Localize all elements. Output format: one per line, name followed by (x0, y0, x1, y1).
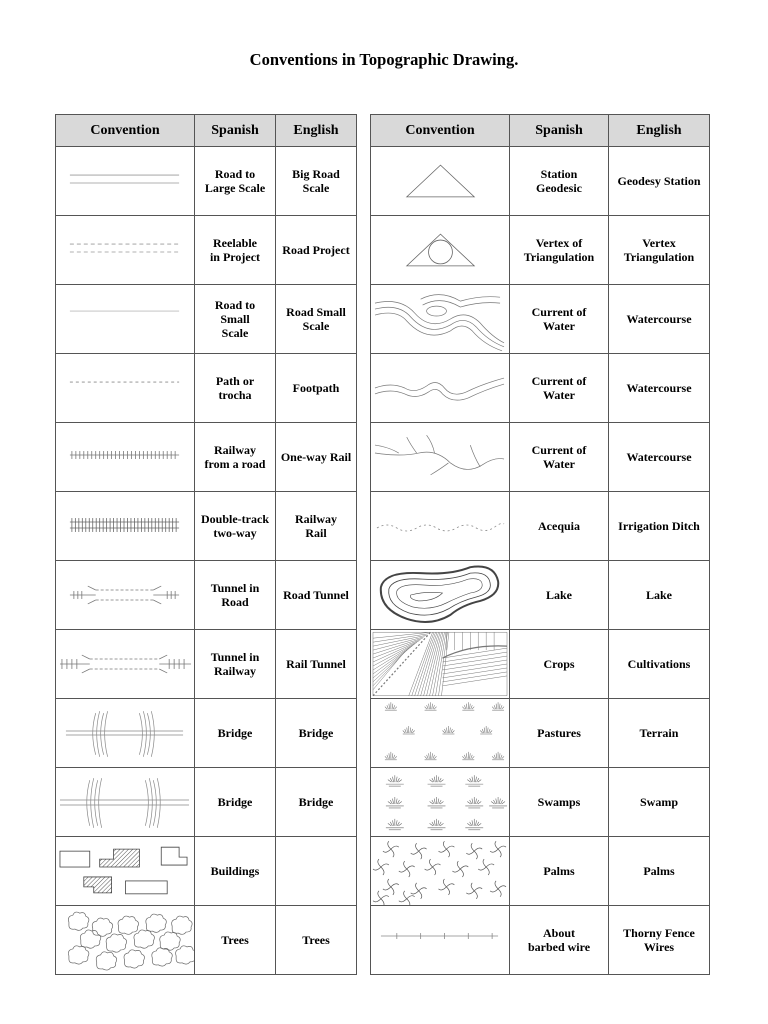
spanish-cell: Reelable in Project (195, 216, 276, 285)
table-row (56, 285, 357, 354)
english-cell: Geodesy Station (609, 147, 710, 216)
table-row (56, 699, 357, 768)
rail-tunnel-icon (56, 630, 195, 699)
english-cell: Bridge (276, 768, 357, 837)
english-cell: Footpath (276, 354, 357, 423)
header-spanish: Spanish (510, 115, 609, 147)
road-tunnel-icon (56, 561, 195, 630)
english-cell: Rail Tunnel (276, 630, 357, 699)
table-row (56, 354, 357, 423)
header-english: English (276, 115, 357, 147)
english-cell: Lake (609, 561, 710, 630)
double-track-rail-icon (56, 492, 195, 561)
spanish-cell: Bridge (195, 768, 276, 837)
table-row (56, 837, 357, 906)
english-cell: Palms (609, 837, 710, 906)
spanish-cell: Pastures (510, 699, 609, 768)
spanish-cell: Road to Large Scale (195, 147, 276, 216)
english-cell: Thorny Fence Wires (609, 906, 710, 975)
spanish-cell: Current of Water (510, 354, 609, 423)
english-cell: Trees (276, 906, 357, 975)
road-project-icon (56, 216, 195, 285)
trees-icon (56, 906, 195, 975)
table-row (56, 906, 357, 975)
spanish-cell: Current of Water (510, 285, 609, 354)
table-row (56, 630, 357, 699)
header-spanish: Spanish (195, 115, 276, 147)
conventions-table-left (55, 114, 357, 975)
english-cell: Cultivations (609, 630, 710, 699)
english-cell: Watercourse (609, 423, 710, 492)
spanish-cell: Station Geodesic (510, 147, 609, 216)
table-row (371, 354, 710, 423)
table-row (371, 837, 710, 906)
spanish-cell: Tunnel in Railway (195, 630, 276, 699)
english-cell: Watercourse (609, 354, 710, 423)
lake-icon (371, 561, 510, 630)
footpath-icon (56, 354, 195, 423)
table-row (371, 285, 710, 354)
road-small-scale-icon (56, 285, 195, 354)
spanish-cell: Buildings (195, 837, 276, 906)
table-row (56, 492, 357, 561)
spanish-cell: Trees (195, 906, 276, 975)
english-cell: Road Tunnel (276, 561, 357, 630)
english-cell: Road Small Scale (276, 285, 357, 354)
table-row (56, 147, 357, 216)
spanish-cell: Double-track two-way (195, 492, 276, 561)
swamps-icon (371, 768, 510, 837)
header-convention: Convention (56, 115, 195, 147)
road-large-scale-icon (56, 147, 195, 216)
spanish-cell: About barbed wire (510, 906, 609, 975)
crops-icon (371, 630, 510, 699)
header-row (56, 115, 357, 147)
table-row (56, 561, 357, 630)
table-row (371, 561, 710, 630)
geodesic-station-icon (371, 147, 510, 216)
conventions-table-right (370, 114, 710, 975)
table-row (371, 492, 710, 561)
spanish-cell: Lake (510, 561, 609, 630)
palms-icon (371, 837, 510, 906)
english-cell: Bridge (276, 699, 357, 768)
spanish-cell: Acequia (510, 492, 609, 561)
table-row (371, 630, 710, 699)
english-cell: Vertex Triangulation (609, 216, 710, 285)
table-row (56, 423, 357, 492)
english-cell: Swamp (609, 768, 710, 837)
spanish-cell: Swamps (510, 768, 609, 837)
table-row (56, 216, 357, 285)
table-row (371, 906, 710, 975)
spanish-cell: Vertex of Triangulation (510, 216, 609, 285)
buildings-icon (56, 837, 195, 906)
spanish-cell: Bridge (195, 699, 276, 768)
table-row (371, 147, 710, 216)
spanish-cell: Road to Small Scale (195, 285, 276, 354)
english-cell: Big Road Scale (276, 147, 357, 216)
watercourse-small-icon (371, 423, 510, 492)
watercourse-medium-icon (371, 354, 510, 423)
one-way-rail-icon (56, 423, 195, 492)
english-cell: One-way Rail (276, 423, 357, 492)
pastures-icon (371, 699, 510, 768)
table-row (371, 768, 710, 837)
barbed-wire-icon (371, 906, 510, 975)
spanish-cell: Crops (510, 630, 609, 699)
header-row (371, 115, 710, 147)
table-row (371, 216, 710, 285)
spanish-cell: Path or trocha (195, 354, 276, 423)
english-cell (276, 837, 357, 906)
spanish-cell: Railway from a road (195, 423, 276, 492)
header-convention: Convention (371, 115, 510, 147)
irrigation-ditch-icon (371, 492, 510, 561)
english-cell: Road Project (276, 216, 357, 285)
spanish-cell: Tunnel in Road (195, 561, 276, 630)
road-bridge-icon (56, 699, 195, 768)
spanish-cell: Palms (510, 837, 609, 906)
english-cell: Watercourse (609, 285, 710, 354)
table-row (371, 699, 710, 768)
table-row (371, 423, 710, 492)
watercourse-large-icon (371, 285, 510, 354)
triangulation-vertex-icon (371, 216, 510, 285)
table-row (56, 768, 357, 837)
header-english: English (609, 115, 710, 147)
page-title: Conventions in Topographic Drawing. (249, 50, 519, 69)
rail-bridge-icon (56, 768, 195, 837)
english-cell: Railway Rail (276, 492, 357, 561)
english-cell: Terrain (609, 699, 710, 768)
english-cell: Irrigation Ditch (609, 492, 710, 561)
spanish-cell: Current of Water (510, 423, 609, 492)
